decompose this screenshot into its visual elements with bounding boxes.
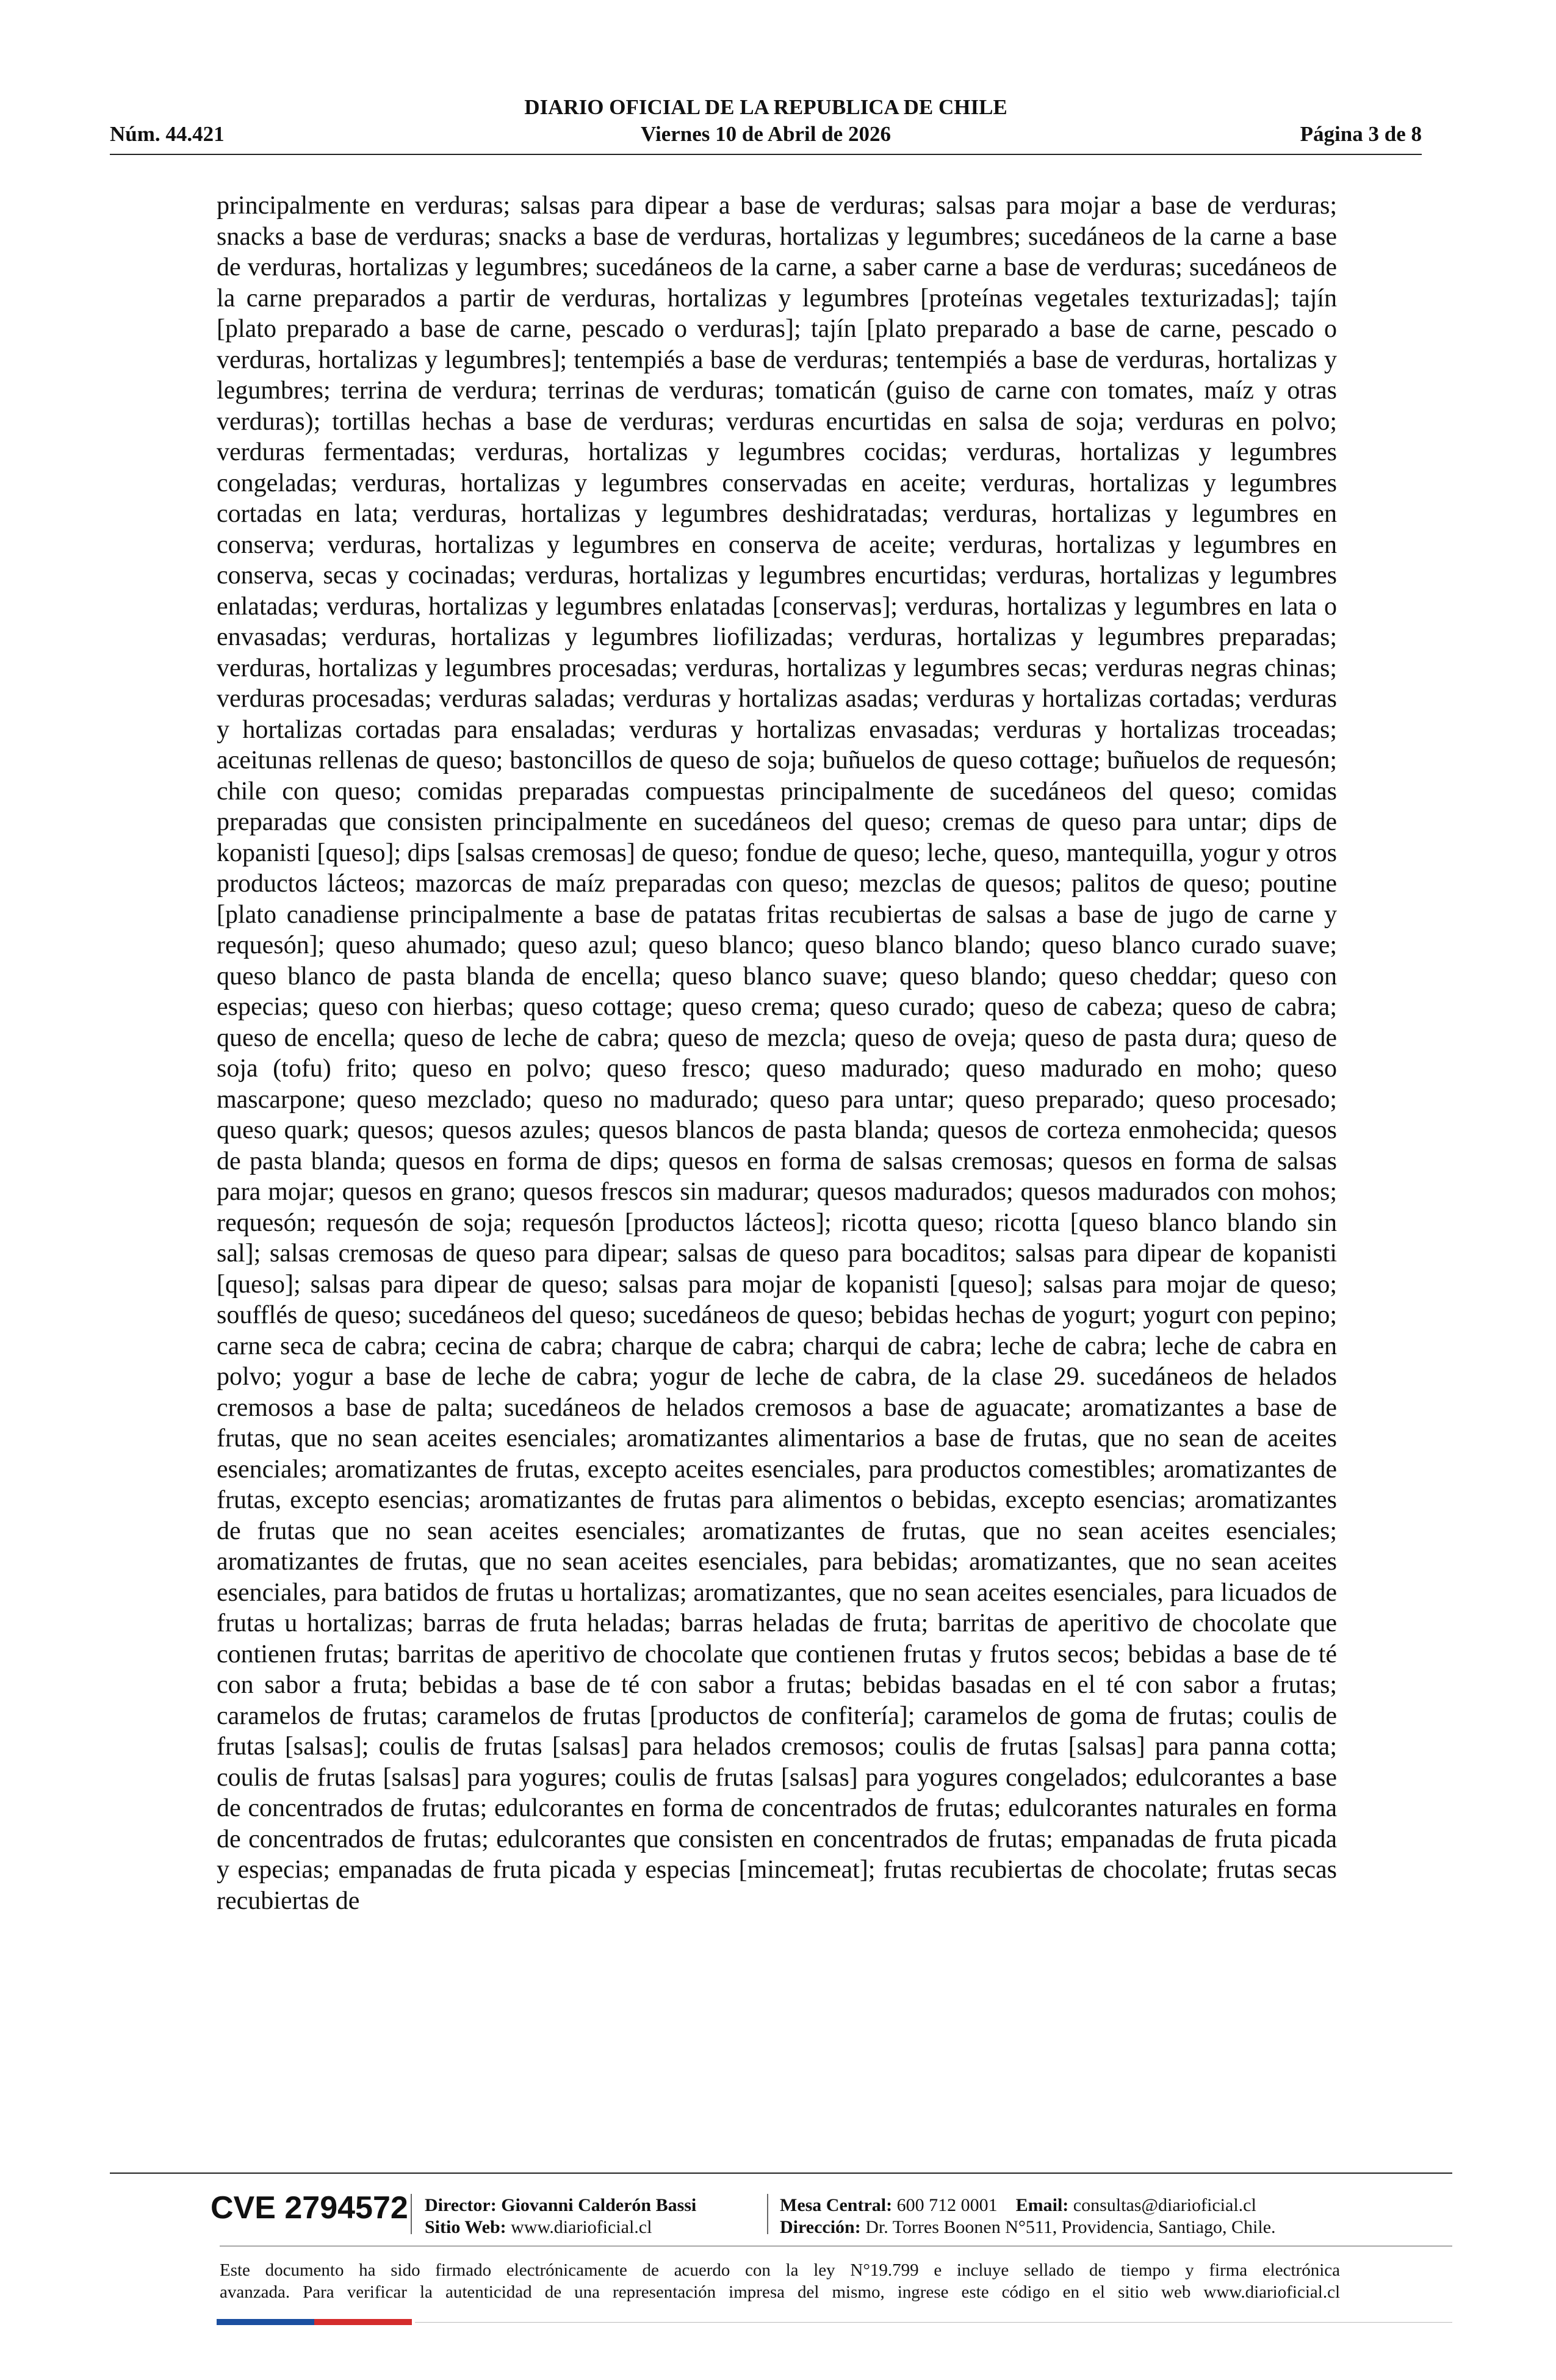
footer-separator [767,2194,768,2234]
page-indicator: Página 3 de 8 [1300,122,1422,146]
address-text: Dr. Torres Boonen N°511, Providencia, Santiago, Chile. [865,2217,1276,2237]
flag-blue-segment [217,2319,314,2325]
email-link[interactable]: consultas@diarioficial.cl [1073,2195,1256,2215]
address-label: Dirección: [780,2217,861,2237]
phone-number: 600 712 0001 [896,2195,998,2215]
director-label: Director: [425,2195,497,2215]
page-footer [110,2173,1452,2331]
flag-red-segment [314,2319,412,2325]
chile-flag-stripe [217,2319,412,2325]
website-link[interactable]: www.diarioficial.cl [511,2217,652,2237]
website-label: Sitio Web: [425,2217,506,2237]
footer-contact-column [780,2194,1276,2238]
legal-line-1: Este documento ha sido firmado electrónicamente de acuerdo con la ley N°19.799 e incluye sellado de tiempo y firma electrónica [220,2260,1340,2280]
email-label: Email: [1015,2195,1069,2215]
issue-date: Viernes 10 de Abril de 2026 [641,122,891,146]
phone-label: Mesa Central: [780,2195,893,2215]
page-header [110,93,1422,160]
footer-rule-bottom [415,2322,1452,2323]
header-rule [110,154,1422,155]
footer-separator [411,2194,412,2234]
gazette-title: DIARIO OFICIAL DE LA REPUBLICA DE CHILE [524,95,1007,119]
footer-rule-top [110,2173,1452,2174]
issue-number: Núm. 44.421 [110,122,225,146]
director-name: Giovanni Calderón Bassi [501,2195,697,2215]
legal-notice [220,2259,1340,2303]
footer-director-column [425,2194,696,2238]
body-paragraph: principalmente en verduras; salsas para dipear a base de verduras; salsas para mojar a base de verduras; snacks a base de verduras; snacks a base de verduras, hortalizas y legumbres; sucedáneos de la carne a base de verduras, hortalizas y legumbres; sucedáneos de la carne, a saber carne a base de verduras; sucedáneos de la carne preparados a partir de verduras, hortalizas y legumbres [proteínas vegetales texturizadas]; tajín [plato preparado a base de carne, pescado o verduras]; tajín [plato preparado a base de carne, pescado o verduras, hortalizas y legumbres]; tentempiés a base de verduras; tentempiés a base de verduras, hortalizas y legumbres; terrina de verdura; terrinas de verduras; tomaticán (guiso de carne con tomates, maíz y otras verduras); tortillas hechas a base de verduras; verduras encurtidas en salsa de soja; verduras en polvo; verduras fermentadas; verduras, hortalizas y legumbres cocidas; verduras, hortalizas y legumbres congeladas; verduras, hortalizas y legumbres conservadas en aceite; verduras, hortalizas y legumbres cortadas en lata; verduras, hortalizas y legumbres deshidratadas; verduras, hortalizas y legumbres en conserva; verduras, hortalizas y legumbres en conserva de aceite; verduras, hortalizas y legumbres en conserva, secas y cocinadas; verduras, hortalizas y legumbres encurtidas; verduras, hortalizas y legumbres enlatadas; verduras, hortalizas y legumbres enlatadas [conservas]; verduras, hortalizas y legumbres en lata o envasadas; verduras, hortalizas y legumbres liofilizadas; verduras, hortalizas y legumbres preparadas; verduras, hortalizas y legumbres procesadas; verduras, hortalizas y legumbres secas; verduras negras chinas; verduras procesadas; verduras saladas; verduras y hortalizas asadas; verduras y hortalizas cortadas; verduras y hortalizas cortadas para ensaladas; verduras y hortalizas envasadas; verduras y hortalizas troceadas; aceitunas rellenas de queso; bastoncillos de queso de soja; buñuelos de queso cottage; buñuelos de requesón; chile con queso; comidas preparadas compuestas principalmente de sucedáneos del queso; comidas preparadas que consisten principalmente en sucedáneos del queso; cremas de queso para untar; dips de kopanisti [queso]; dips [salsas cremosas] de queso; fondue de queso; leche, queso, mantequilla, yogur y otros productos lácteos; mazorcas de maíz preparadas con queso; mezclas de quesos; palitos de queso; poutine [plato canadiense principalmente a base de patatas fritas recubiertas de salsas a base de jugo de carne y requesón]; queso ahumado; queso azul; queso blanco; queso blanco blando; queso blanco curado suave; queso blanco de pasta blanda de encella; queso blanco suave; queso blando; queso cheddar; queso con especias; queso con hierbas; queso cottage; queso crema; queso curado; queso de cabeza; queso de cabra; queso de encella; queso de leche de cabra; queso de mezcla; queso de oveja; queso de pasta dura; queso de soja (tofu) frito; queso en polvo; queso fresco; queso madurado; queso madurado en moho; queso mascarpone; queso mezclado; queso no madurado; queso para untar; queso preparado; queso procesado; queso quark; quesos; quesos azules; quesos blancos de pasta blanda; quesos de corteza enmohecida; quesos de pasta blanda; quesos en forma de dips; quesos en forma de salsas cremosas; quesos en forma de salsas para mojar; quesos en grano; quesos frescos sin madurar; quesos madurados; quesos madurados con mohos; requesón; requesón de soja; requesón [productos lácteos]; ricotta queso; ricotta [queso blanco blando sin sal]; salsas cremosas de queso para dipear; salsas de queso para bocaditos; salsas para dipear de kopanisti [queso]; salsas para dipear de queso; salsas para mojar de kopanisti [queso]; salsas para mojar de queso; soufflés de queso; sucedáneos del queso; sucedáneos de queso; bebidas hechas de yogurt; yogurt con pepino; carne seca de cabra; cecina de cabra; charque de cabra; charqui de cabra; leche de cabra; leche de cabra en polvo; yogur a base de leche de cabra; yogur de leche de cabra, de la clase 29. sucedáneos de helados cremosos a base de palta; sucedáneos de helados cremosos a base de aguacate; aromatizantes a base de frutas, que no sean aceites esenciales; aromatizantes alimentarios a base de frutas, que no sean de aceites esenciales; aromatizantes de frutas, excepto aceites esenciales, para productos comestibles; aromatizantes de frutas, excepto esencias; aromatizantes de frutas para alimentos o bebidas, excepto esencias; aromatizantes de frutas que no sean aceites esenciales; aromatizantes de frutas, que no sean aceites esenciales; aromatizantes de frutas, que no sean aceites esenciales, para bebidas; aromatizantes, que no sean aceites esenciales, para batidos de frutas u hortalizas; aromatizantes, que no sean aceites esenciales, para licuados de frutas u hortalizas; barras de fruta heladas; barras heladas de fruta; barritas de aperitivo de chocolate que contienen frutas; barritas de aperitivo de chocolate que contienen frutas y frutos secos; bebidas a base de té con sabor a fruta; bebidas a base de té con sabor a frutas; bebidas basadas en el té con sabor a frutas; caramelos de frutas; caramelos de frutas [productos de confitería]; caramelos de goma de frutas; coulis de frutas [salsas]; coulis de frutas [salsas] para helados cremosos; coulis de frutas [salsas] para panna cotta; coulis de frutas [salsas] para yogures; coulis de frutas [salsas] para yogures congelados; edulcorantes a base de concentrados de frutas; edulcorantes en forma de concentrados de frutas; edulcorantes naturales en forma de concentrados de frutas; edulcorantes que consisten en concentrados de frutas; empanadas de fruta picada y especias; empanadas de fruta picada y especias [mincemeat]; frutas recubiertas de chocolate; frutas secas recubiertas de [217,192,1337,1915]
legal-line-2: avanzada. Para verificar la autenticidad de una representación impresa del mismo, ingrese este código en el sitio web www.diarioficial.cl [220,2282,1340,2302]
cve-code: CVE 2794572 [211,2190,408,2226]
